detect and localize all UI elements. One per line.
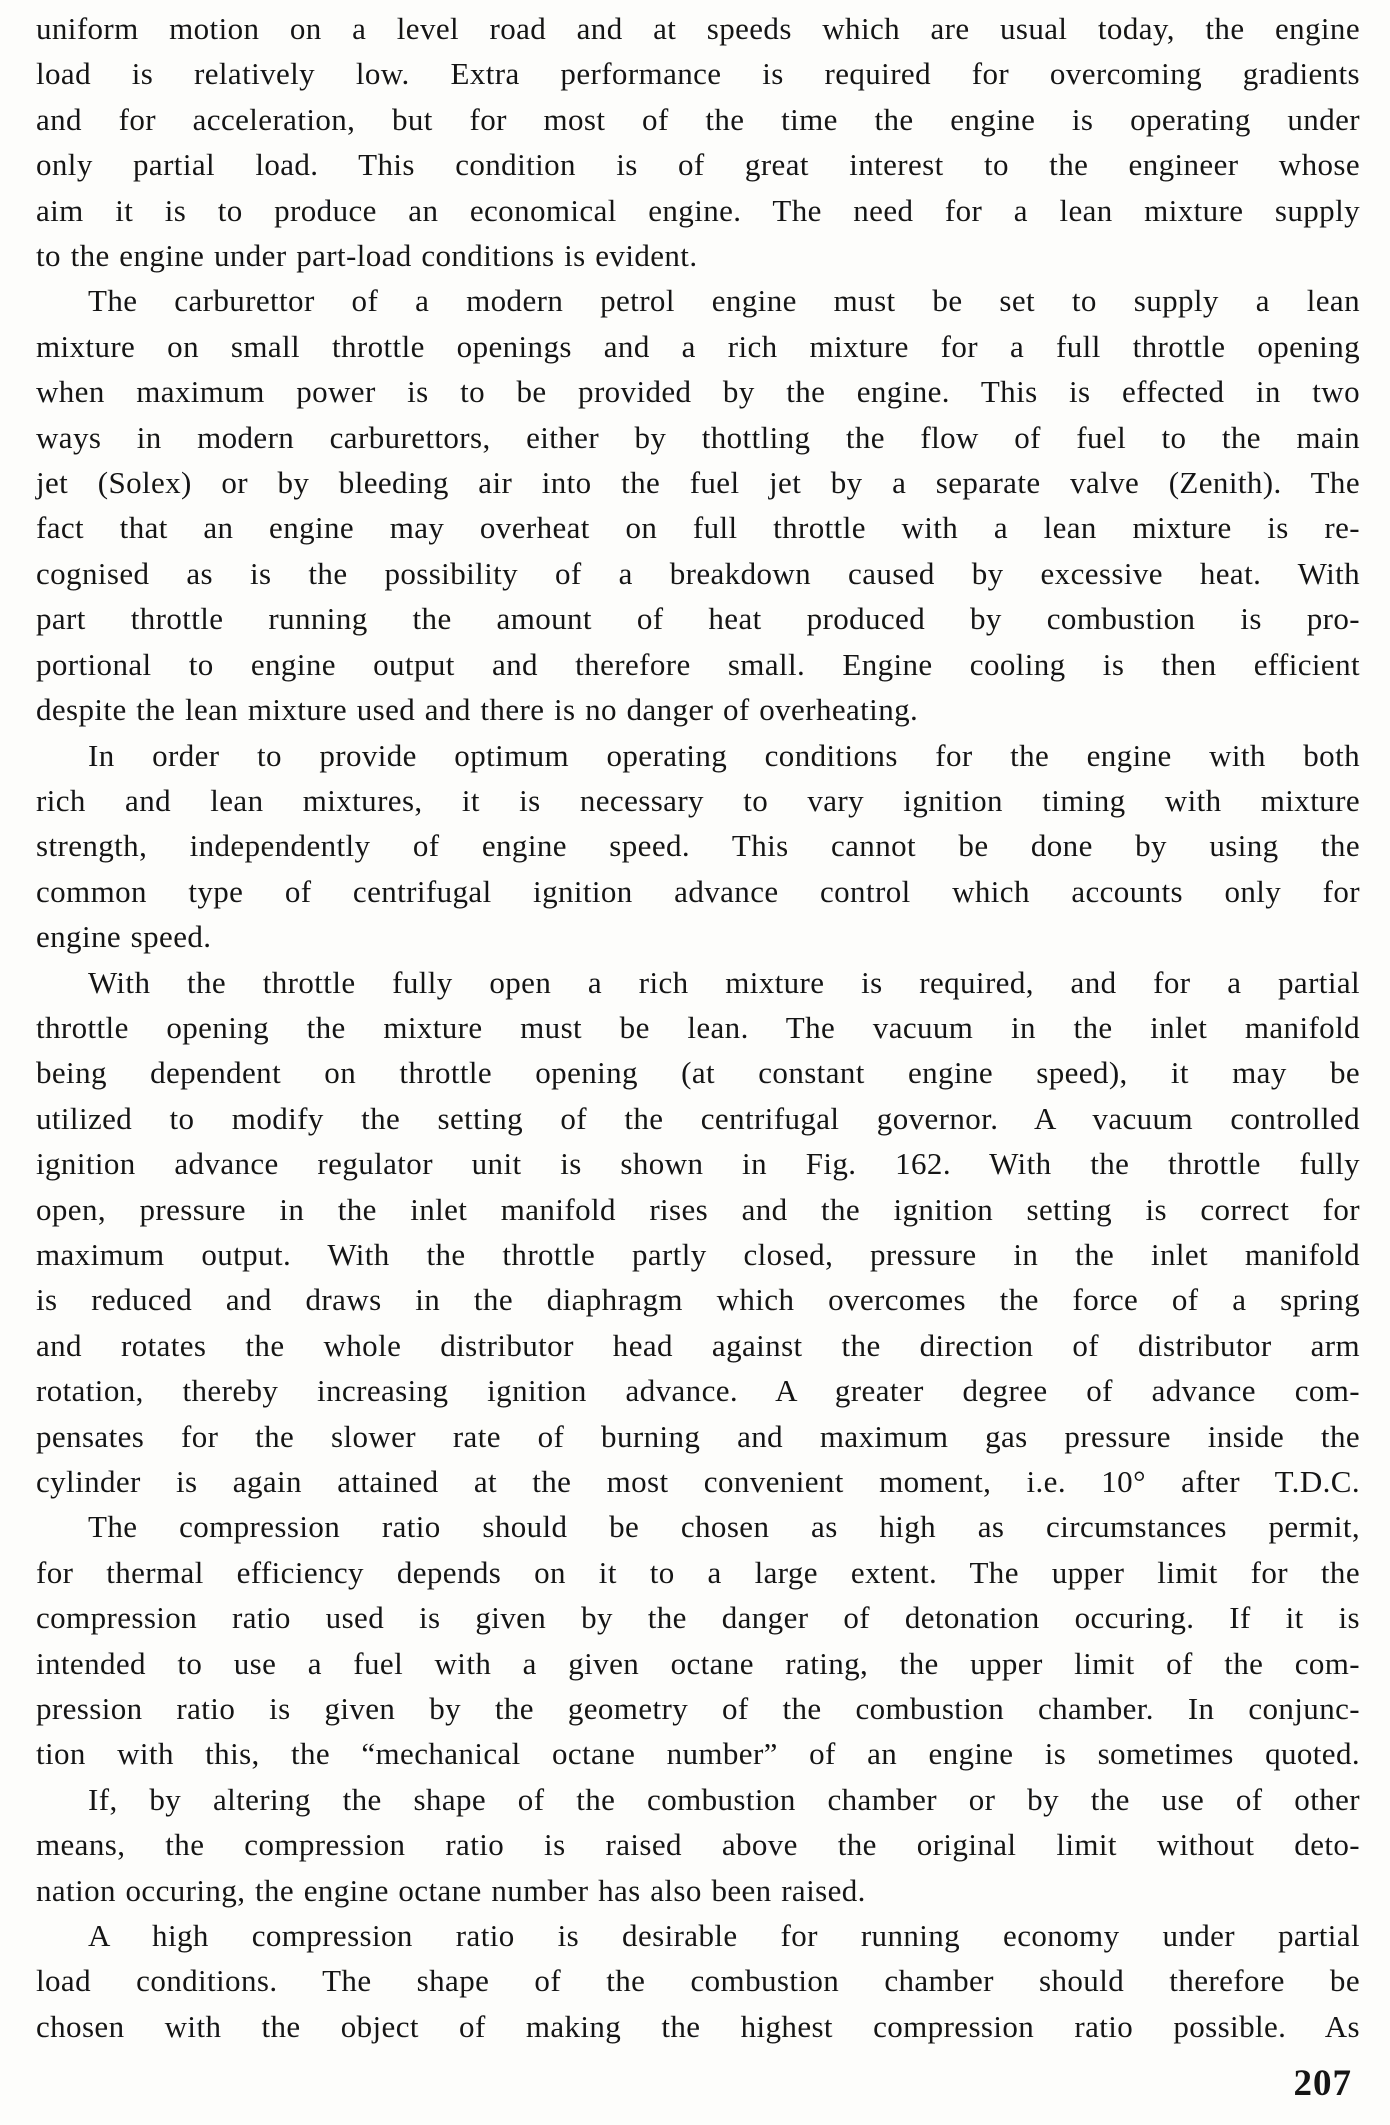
text-line: and rotates the whole distributor head against the direction of distributor arm xyxy=(36,1327,1360,1363)
text-line: intended to use a fuel with a given octane rating, the upper limit of the com- xyxy=(36,1645,1360,1681)
paragraph xyxy=(36,960,1360,1505)
text-line: common type of centrifugal ignition advance control which accounts only for xyxy=(36,873,1360,909)
text-line: only partial load. This condition is of great interest to the engineer whose xyxy=(36,147,1360,183)
text-line: means, the compression ratio is raised above the original limit without deto- xyxy=(36,1827,1360,1863)
body-text xyxy=(36,6,1360,2049)
text-line: to the engine under part-load conditions is evident. xyxy=(36,238,698,274)
text-line: rotation, thereby increasing ignition advance. A greater degree of advance com- xyxy=(36,1373,1360,1409)
text-line: tion with this, the “mechanical octane number” of an engine is sometimes quoted. xyxy=(36,1736,1360,1772)
paragraph xyxy=(36,1777,1360,1913)
page-number: 207 xyxy=(1293,2063,1352,2104)
text-line: load is relatively low. Extra performance is required for overcoming gradients xyxy=(36,56,1360,92)
text-line: The carburettor of a modern petrol engine must be set to supply a lean xyxy=(88,283,1360,319)
text-line: ways in modern carburettors, either by thottling the flow of fuel to the main xyxy=(36,419,1360,455)
text-line: ignition advance regulator unit is shown in Fig. 162. With the throttle fully xyxy=(36,1146,1360,1182)
text-line: A high compression ratio is desirable for running economy under partial xyxy=(88,1918,1360,1954)
text-line: throttle opening the mixture must be lean. The vacuum in the inlet manifold xyxy=(36,1009,1360,1045)
text-line: cylinder is again attained at the most convenient moment, i.e. 10° after T.D.C. xyxy=(36,1464,1360,1499)
text-line: cognised as is the possibility of a breakdown caused by excessive heat. With xyxy=(36,555,1360,591)
text-line: portional to engine output and therefore small. Engine cooling is then efficient xyxy=(36,646,1360,682)
text-line: utilized to modify the setting of the centrifugal governor. A vacuum controlled xyxy=(36,1100,1360,1136)
text-line: when maximum power is to be provided by the engine. This is effected in two xyxy=(36,374,1360,410)
paragraph xyxy=(36,1913,1360,2049)
text-line: and for acceleration, but for most of the time the engine is operating under xyxy=(36,101,1360,137)
paragraph xyxy=(36,1504,1360,1776)
text-line: In order to provide optimum operating conditions for the engine with both xyxy=(88,737,1360,773)
text-line: being dependent on throttle opening (at constant engine speed), it may be xyxy=(36,1055,1360,1091)
text-line: engine speed. xyxy=(36,919,212,955)
paragraph xyxy=(36,733,1360,960)
text-line: rich and lean mixtures, it is necessary to vary ignition timing with mixture xyxy=(36,782,1360,818)
text-line: With the throttle fully open a rich mixture is required, and for a partial xyxy=(88,964,1360,1000)
text-line: The compression ratio should be chosen as high as circumstances permit, xyxy=(88,1509,1360,1545)
text-line: is reduced and draws in the diaphragm which overcomes the force of a spring xyxy=(36,1282,1360,1318)
text-line: uniform motion on a level road and at speeds which are usual today, the engine xyxy=(36,11,1360,46)
text-line: open, pressure in the inlet manifold rises and the ignition setting is correct for xyxy=(36,1191,1360,1227)
text-line: maximum output. With the throttle partly closed, pressure in the inlet manifold xyxy=(36,1236,1360,1272)
text-line: compression ratio used is given by the danger of detonation occuring. If it is xyxy=(36,1600,1360,1636)
paragraph xyxy=(36,6,1360,278)
text-line: jet (Solex) or by bleeding air into the fuel jet by a separate valve (Zenith). The xyxy=(36,465,1360,501)
text-line: nation occuring, the engine octane number has also been raised. xyxy=(36,1872,866,1908)
text-line: part throttle running the amount of heat produced by combustion is pro- xyxy=(36,601,1360,637)
text-line: for thermal efficiency depends on it to a large extent. The upper limit for the xyxy=(36,1554,1360,1590)
text-line: despite the lean mixture used and there is no danger of overheating. xyxy=(36,692,919,728)
text-line: aim it is to produce an economical engine. The need for a lean mixture supply xyxy=(36,192,1360,228)
text-line: fact that an engine may overheat on full throttle with a lean mixture is re- xyxy=(36,510,1360,546)
text-line: load conditions. The shape of the combustion chamber should therefore be xyxy=(36,1963,1360,1999)
text-line: pression ratio is given by the geometry of the combustion chamber. In conjunc- xyxy=(36,1691,1360,1727)
paragraph xyxy=(36,278,1360,732)
text-line: strength, independently of engine speed. This cannot be done by using the xyxy=(36,828,1360,864)
text-line: mixture on small throttle openings and a rich mixture for a full throttle opening xyxy=(36,328,1360,364)
text-line: pensates for the slower rate of burning and maximum gas pressure inside the xyxy=(36,1418,1360,1454)
text-line: chosen with the object of making the highest compression ratio possible. As xyxy=(36,2008,1360,2044)
text-line: If, by altering the shape of the combustion chamber or by the use of other xyxy=(88,1781,1360,1817)
